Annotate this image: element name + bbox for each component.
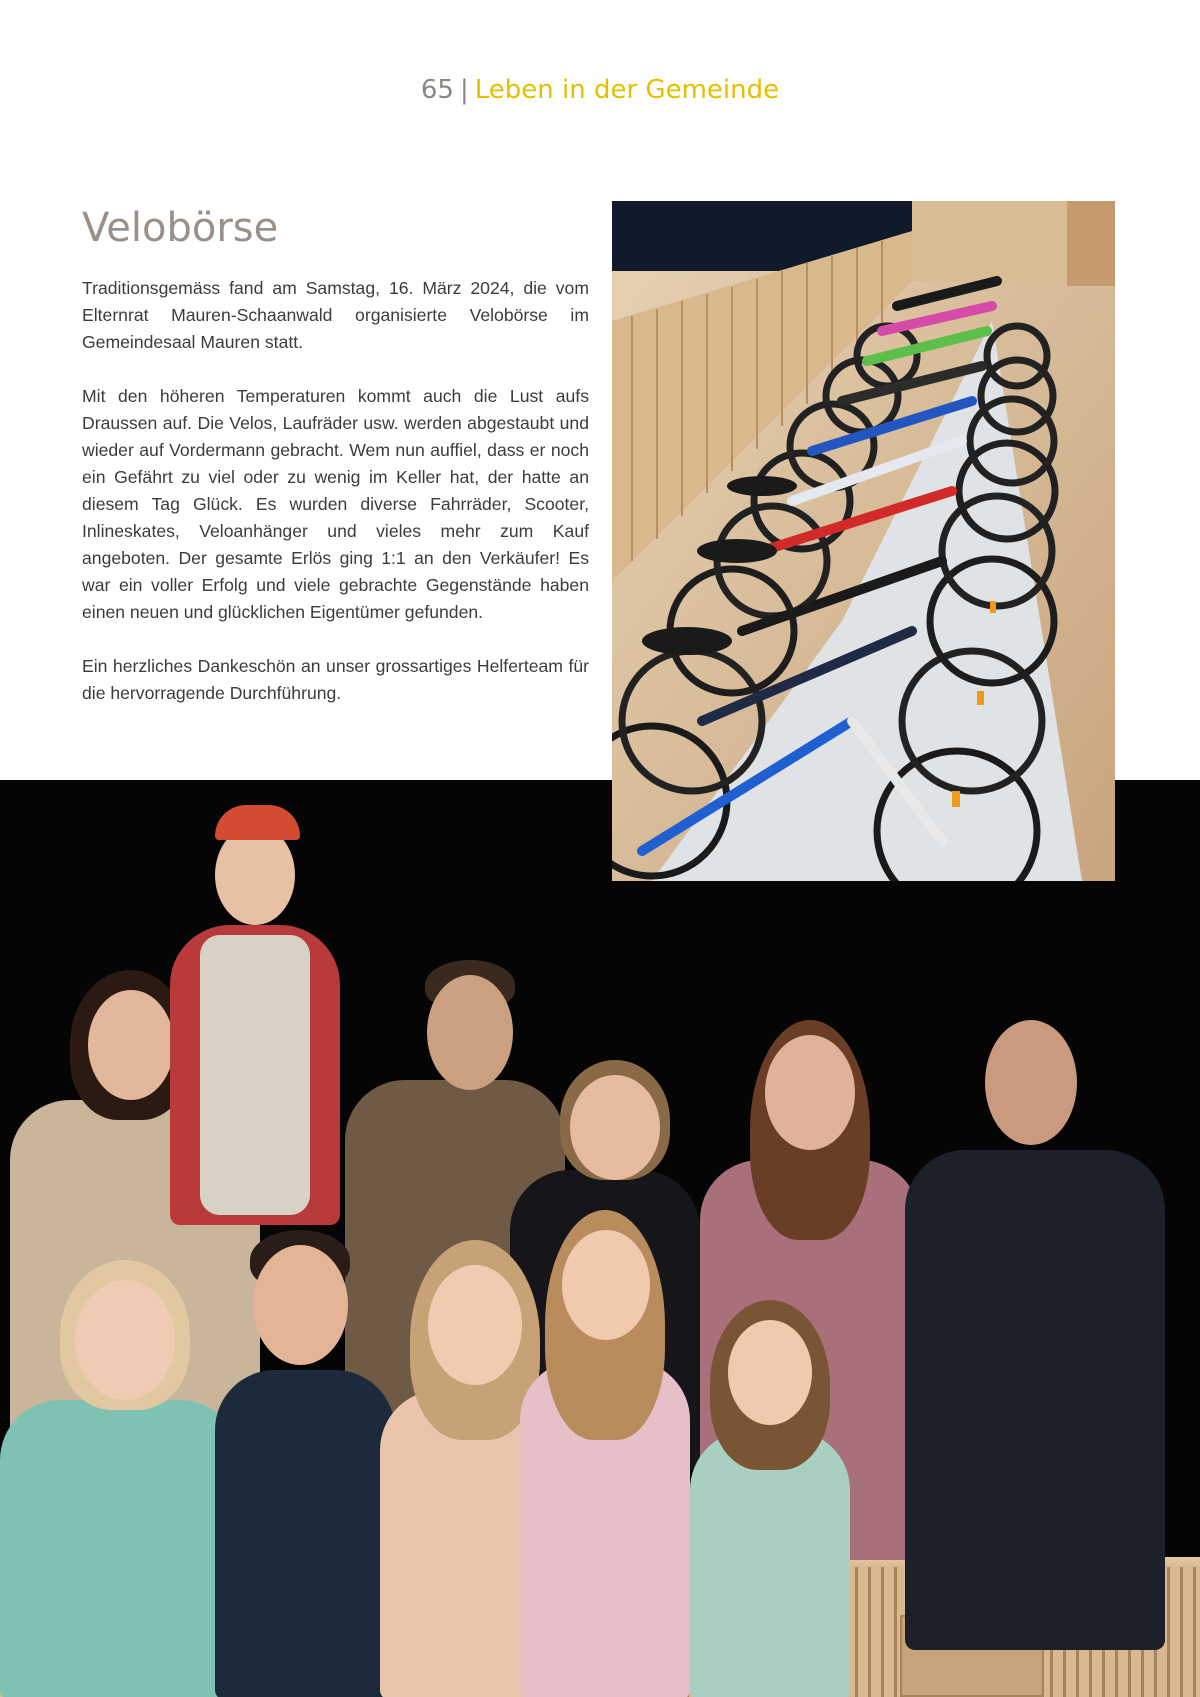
page-header — [0, 70, 1200, 110]
page-number: 65 — [420, 75, 454, 105]
person — [520, 1210, 690, 1697]
article-paragraph: Ein herzliches Dankeschön an unser grossartiges Helferteam für die hervorragende Durchführung. — [82, 656, 589, 703]
header-separator: | — [459, 75, 469, 105]
bike-photo — [612, 201, 1115, 881]
person — [215, 1230, 405, 1697]
article-body — [82, 275, 589, 734]
group-photo — [0, 780, 1200, 1697]
section-name: Leben in der Gemeinde — [474, 75, 780, 105]
person — [905, 1010, 1165, 1650]
bike-photo-illustration — [612, 201, 1115, 881]
article-title: Velobörse — [82, 205, 279, 251]
person — [170, 805, 350, 1225]
article-paragraph: Mit den höheren Temperaturen kommt auch die Lust aufs Draussen auf. Die Velos, Laufräder usw. werden abgestaubt und wieder auf Vordermann gebracht. Wem nun auffiel, dass er noch ein Gefährt zu viel oder zu wenig im Keller hat, der hatte an diesem Tag Glück. Es wurden diverse Fahrräder, Scooter, Inlineskates, Veloanhänger und vieles mehr zum Kauf angeboten. Der gesamte Erlös ging 1:1 an den Verkäufer! Es war ein voller Erfolg und viele gebrachte Gegenstände haben einen neuen und glücklichen Eigentümer gefunden. — [82, 386, 589, 622]
person — [690, 1300, 850, 1697]
article-paragraph: Traditionsgemäss fand am Samstag, 16. März 2024, die vom Elternrat Mauren-Schaanwald organisierte Velobörse im Gemeindesaal Mauren statt. — [82, 278, 589, 352]
